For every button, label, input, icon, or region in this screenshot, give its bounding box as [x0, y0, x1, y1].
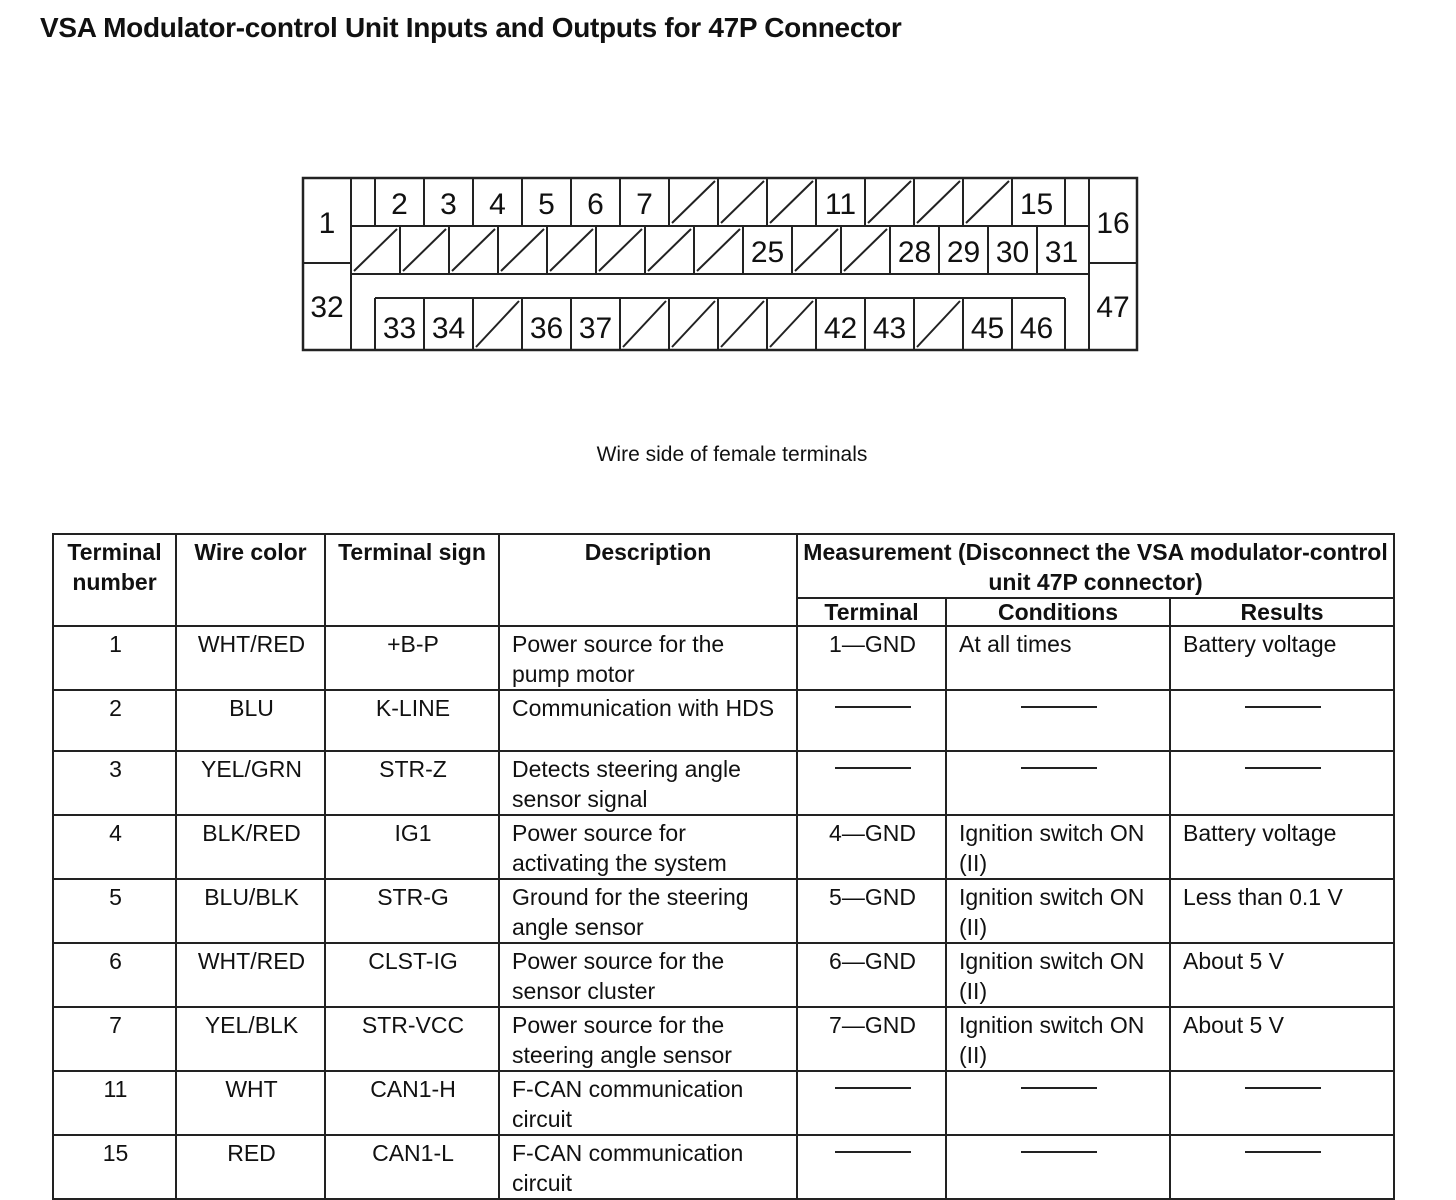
description-cell: Power source for the pump motor [499, 626, 797, 690]
terminal-sign-cell: STR-VCC [325, 1007, 499, 1071]
not-applicable-dash [835, 1151, 911, 1153]
empty-cavity-mark [844, 229, 887, 271]
table-row [53, 626, 1394, 690]
description-cell: Ground for the steering angle sensor [499, 879, 797, 943]
terminal-label: 3 [440, 188, 457, 221]
empty-cavity-mark [721, 301, 764, 347]
terminal-sign-cell: +B-P [325, 626, 499, 690]
terminal-label: 5 [538, 188, 555, 221]
table-row [53, 1071, 1394, 1135]
terminal-label: 47 [1096, 291, 1130, 324]
terminal-label: 33 [382, 312, 417, 345]
wire-color-cell: YEL/GRN [176, 751, 325, 815]
connector-caption: Wire side of female terminals [596, 443, 868, 466]
description-cell: Power source for activating the system [499, 815, 797, 879]
terminal-label: 34 [431, 312, 466, 345]
terminal-number-cell: 11 [53, 1071, 176, 1135]
results-cell: About 5 V [1170, 943, 1394, 1007]
description-cell: F-CAN communication circuit [499, 1135, 797, 1199]
terminal-label: 1 [318, 207, 336, 240]
terminal-label: 36 [529, 312, 564, 345]
results-cell: Less than 0.1 V [1170, 879, 1394, 943]
empty-cavity-mark [501, 229, 544, 271]
empty-cavity-mark [917, 181, 960, 223]
terminal-label: 30 [995, 236, 1030, 269]
terminal-sign-cell: CAN1-H [325, 1071, 499, 1135]
description-cell: Power source for the steering angle sensor [499, 1007, 797, 1071]
empty-cavity-mark [476, 301, 519, 347]
header-results: Results [1170, 598, 1394, 626]
results-cell: Battery voltage [1170, 815, 1394, 879]
results-cell [1170, 690, 1394, 751]
terminal-number-cell: 2 [53, 690, 176, 751]
not-applicable-dash [1245, 1151, 1321, 1153]
measure-terminal-cell [797, 1071, 946, 1135]
terminal-label: 46 [1019, 312, 1054, 345]
empty-cavity-mark [623, 301, 666, 347]
table-row [53, 751, 1394, 815]
terminal-sign-cell: IG1 [325, 815, 499, 879]
header-conditions: Conditions [946, 598, 1170, 626]
measure-terminal-cell: 5—GND [797, 879, 946, 943]
conditions-cell [946, 690, 1170, 751]
description-cell: Power source for the sensor cluster [499, 943, 797, 1007]
empty-cavity-mark [721, 181, 764, 223]
not-applicable-dash [1245, 767, 1321, 769]
conditions-cell [946, 1135, 1170, 1199]
not-applicable-dash [835, 706, 911, 708]
conditions-cell: Ignition switch ON (II) [946, 943, 1170, 1007]
terminal-label: 45 [970, 312, 1005, 345]
terminal-label: 2 [391, 188, 408, 221]
conditions-cell: Ignition switch ON (II) [946, 1007, 1170, 1071]
terminal-sign-cell: CAN1-L [325, 1135, 499, 1199]
empty-cavity-mark [672, 181, 715, 223]
table-row [53, 879, 1394, 943]
measure-terminal-cell [797, 690, 946, 751]
conditions-cell [946, 1071, 1170, 1135]
wire-color-cell: WHT/RED [176, 626, 325, 690]
table-row [53, 1007, 1394, 1071]
not-applicable-dash [1021, 1151, 1097, 1153]
empty-cavity-mark [868, 181, 911, 223]
terminal-number-cell: 15 [53, 1135, 176, 1199]
terminal-sign-cell: STR-G [325, 879, 499, 943]
terminal-label: 4 [489, 188, 506, 221]
wire-color-cell: YEL/BLK [176, 1007, 325, 1071]
table-row [53, 815, 1394, 879]
empty-cavity-mark [354, 229, 397, 271]
connector-diagram [300, 175, 1140, 353]
page-title: VSA Modulator-control Unit Inputs and Outputs for 47P Connector [40, 12, 902, 43]
not-applicable-dash [1021, 1087, 1097, 1089]
empty-cavity-mark [403, 229, 446, 271]
terminal-label: 32 [310, 291, 344, 324]
not-applicable-dash [1021, 767, 1097, 769]
measure-terminal-cell: 4—GND [797, 815, 946, 879]
terminal-label: 43 [872, 312, 907, 345]
terminal-number-cell: 5 [53, 879, 176, 943]
results-cell [1170, 1135, 1394, 1199]
results-cell: About 5 V [1170, 1007, 1394, 1071]
empty-cavity-mark [917, 301, 960, 347]
header-description: Description [499, 534, 797, 626]
not-applicable-dash [835, 1087, 911, 1089]
wire-color-cell: BLU/BLK [176, 879, 325, 943]
conditions-cell [946, 751, 1170, 815]
empty-cavity-mark [452, 229, 495, 271]
results-cell [1170, 1071, 1394, 1135]
description-cell: F-CAN communication circuit [499, 1071, 797, 1135]
measure-terminal-cell: 7—GND [797, 1007, 946, 1071]
measure-terminal-cell: 1—GND [797, 626, 946, 690]
results-cell: Battery voltage [1170, 626, 1394, 690]
header-measurement: Measurement (Disconnect the VSA modulator-control unit 47P connector) [797, 534, 1394, 598]
description-cell: Communication with HDS [499, 690, 797, 751]
empty-cavity-mark [648, 229, 691, 271]
wire-color-cell: BLK/RED [176, 815, 325, 879]
table-row [53, 1135, 1394, 1199]
io-table [52, 533, 1395, 1200]
terminal-sign-cell: STR-Z [325, 751, 499, 815]
terminal-label: 31 [1044, 236, 1079, 269]
empty-cavity-mark [672, 301, 715, 347]
not-applicable-dash [835, 767, 911, 769]
empty-cavity-mark [697, 229, 740, 271]
terminal-label: 16 [1096, 207, 1130, 240]
terminal-number-cell: 6 [53, 943, 176, 1007]
conditions-cell: Ignition switch ON (II) [946, 815, 1170, 879]
terminal-label: 15 [1019, 188, 1054, 221]
terminal-sign-cell: CLST-IG [325, 943, 499, 1007]
description-cell: Detects steering angle sensor signal [499, 751, 797, 815]
terminal-label: 7 [636, 188, 653, 221]
terminal-number-cell: 3 [53, 751, 176, 815]
terminal-label: 11 [824, 188, 857, 221]
empty-cavity-mark [795, 229, 838, 271]
terminal-label: 6 [587, 188, 604, 221]
empty-cavity-mark [770, 301, 813, 347]
wire-color-cell: RED [176, 1135, 325, 1199]
empty-cavity-mark [550, 229, 593, 271]
terminal-sign-cell: K-LINE [325, 690, 499, 751]
conditions-cell: Ignition switch ON (II) [946, 879, 1170, 943]
empty-cavity-mark [770, 181, 813, 223]
wire-color-cell: WHT [176, 1071, 325, 1135]
empty-cavity-mark [599, 229, 642, 271]
terminal-label: 42 [823, 312, 858, 345]
header-terminal: Terminal [797, 598, 946, 626]
header-wire-color: Wire color [176, 534, 325, 626]
terminal-label: 25 [750, 236, 785, 269]
header-terminal-number: Terminal number [53, 534, 176, 626]
not-applicable-dash [1245, 706, 1321, 708]
measure-terminal-cell: 6—GND [797, 943, 946, 1007]
terminal-number-cell: 4 [53, 815, 176, 879]
table-row [53, 690, 1394, 751]
terminal-number-cell: 7 [53, 1007, 176, 1071]
wire-color-cell: BLU [176, 690, 325, 751]
conditions-cell: At all times [946, 626, 1170, 690]
terminal-number-cell: 1 [53, 626, 176, 690]
terminal-label: 28 [897, 236, 932, 269]
measure-terminal-cell [797, 1135, 946, 1199]
table-row [53, 943, 1394, 1007]
terminal-label: 37 [578, 312, 613, 345]
header-terminal-sign: Terminal sign [325, 534, 499, 626]
not-applicable-dash [1245, 1087, 1321, 1089]
results-cell [1170, 751, 1394, 815]
wire-color-cell: WHT/RED [176, 943, 325, 1007]
terminal-label: 29 [946, 236, 981, 269]
not-applicable-dash [1021, 706, 1097, 708]
measure-terminal-cell [797, 751, 946, 815]
empty-cavity-mark [966, 181, 1009, 223]
